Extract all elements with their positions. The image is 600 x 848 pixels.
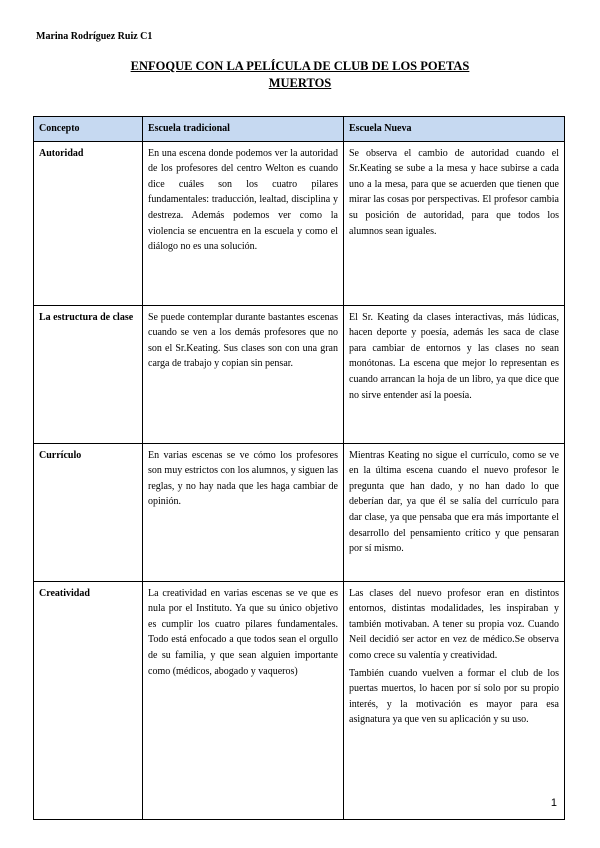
author-name: Marina Rodríguez Ruiz C1: [36, 31, 153, 42]
new-cell: [344, 581, 565, 819]
table-header-row: [34, 117, 565, 142]
table-row: [34, 443, 565, 581]
header-new: Escuela Nueva: [344, 117, 565, 142]
new-cell: [344, 141, 565, 305]
table-row: [34, 581, 565, 819]
page-number: 1: [550, 797, 557, 809]
traditional-paragraph: En varias escenas se ve cómo los profesores son muy estrictos con los alumnos, y siguen las reglas, y no hay nada que les haga cambiar de opinión.: [148, 449, 338, 508]
table-row: [34, 305, 565, 443]
traditional-cell: [143, 581, 344, 819]
new-paragraph: El Sr. Keating da clases interactivas, más lúdicas, hacen deporte y poesía, además les saca de clase para cambiar de entornos y las clases no sean monótonas. La escena que mejor lo representan es cuando arrancan la hoja de un libro, ya que dice que no sirve entender así la poesía.: [349, 311, 559, 401]
new-cell: [344, 443, 565, 581]
traditional-cell: [143, 305, 344, 443]
header-traditional: Escuela tradicional: [143, 117, 344, 142]
new-paragraph: Las clases del nuevo profesor eran en distintos entornos, distintas modalidades, les inspiraban y también motivaban. A tener su propia voz. Cuando Neil decidió ser actor en vez de médico.Se observa como crece su valentía y creatividad.: [349, 587, 559, 661]
title-line-2: MUERTOS: [268, 76, 332, 90]
new-paragraph: También cuando vuelven a formar el club de los puertas muertos, lo hacen por sí solo por su propio interés, y la motivación es mayor para esa asignatura ya que ven su aplicación y su uso.: [349, 667, 559, 726]
new-cell: [344, 305, 565, 443]
header-concept: Concepto: [34, 117, 143, 142]
traditional-cell: [143, 141, 344, 305]
traditional-paragraph: La creatividad en varias escenas se ve que es nula por el Instituto. Ya que su único objetivo es cumplir los cuatro pilares fundamentales. Todo está enfocado a que todos sean el orgullo de su familia, y que sean alguien importante como (médicos, abogado y vaqueros): [148, 587, 338, 677]
traditional-paragraph: En una escena donde podemos ver la autoridad de los profesores del centro Welton es cuando dice cuáles son los cuatro pilares fundamentales: traducción, lealtad, disciplina y destreza. Además podemos ver como la violencia se encuentra en la escuela y como el diálogo no es una solución.: [148, 147, 338, 253]
concept-cell: Creatividad: [34, 581, 143, 819]
comparison-table: [33, 116, 565, 820]
traditional-cell: [143, 443, 344, 581]
concept-cell: Autoridad: [34, 141, 143, 305]
new-paragraph: Se observa el cambio de autoridad cuando el Sr.Keating se sube a la mesa y hace subirse a cada uno a la mesa, para que se acuerden que tienen que mirar las cosas por perspectivas. El profesor cambia su posición de autoridad, para que todos los alumnos sean iguales.: [349, 147, 559, 237]
new-paragraph: Mientras Keating no sigue el currículo, como se ve en la última escena cuando el nuevo profesor le pregunta que han dado, y no han dado lo que deberían dar, ya que él se salía del currículo para dar clase, ya que pensaba que era más importante el desarrollo del pensamiento crítico y que pensaran por sí mismo.: [349, 449, 559, 555]
traditional-paragraph: Se puede contemplar durante bastantes escenas cuando se ven a los demás profesores que no son el Sr.Keating. Sus clases son con una gran carga de trabajo y copian sin pensar.: [148, 311, 338, 370]
document-title: [100, 58, 500, 92]
table-row: [34, 141, 565, 305]
title-line-1: ENFOQUE CON LA PELÍCULA DE CLUB DE LOS POETAS: [130, 59, 470, 73]
concept-cell: La estructura de clase: [34, 305, 143, 443]
concept-cell: Currículo: [34, 443, 143, 581]
